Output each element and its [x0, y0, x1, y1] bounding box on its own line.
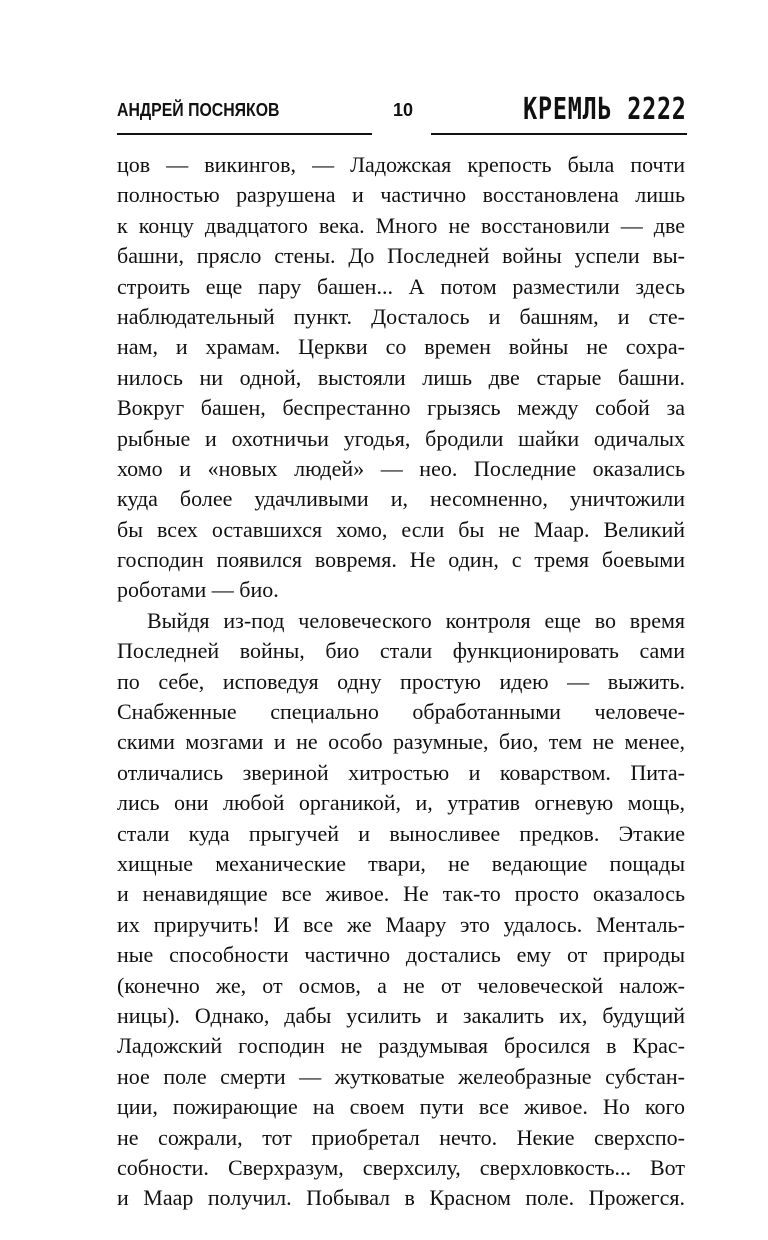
text-line: по себе, исповедуя одну простую идею — выжить. [117, 668, 685, 694]
text-line: куда более удачливыми и, несомненно, уничтожили [117, 486, 685, 512]
text-line: отличались звериной хитростью и коварством. Пита- [117, 759, 685, 785]
text-line: ницы). Однако, дабы усилить и закалить их, будущий [117, 1002, 685, 1028]
header-rule-left [117, 133, 372, 135]
text-line: собности. Сверхразум, сверхсилу, сверхловкость... Вот [117, 1154, 685, 1180]
text-line: господин появился вовремя. Не один, с тремя боевыми [117, 547, 685, 573]
text-line: бы всех оставшихся хомо, если бы не Маар. Великий [117, 516, 685, 542]
text-line: наблюдательный пункт. Досталось и башням, и сте- [117, 303, 685, 329]
text-line: Вокруг башен, беспрестанно грызясь между собой за [117, 395, 685, 421]
text-line: к концу двадцатого века. Много не восстановили — две [117, 212, 685, 238]
text-line: и Маар получил. Побывал в Красном поле. Прожегся. [117, 1185, 685, 1211]
author-name: АНДРЕЙ ПОСНЯКОВ [117, 100, 280, 120]
text-line: лись они любой органикой, и, утратив огневую мощь, [117, 790, 685, 816]
text-line: и ненавидящие все живое. Не так-то просто оказалось [117, 881, 685, 907]
paragraph-end-line: роботами — био. [117, 577, 279, 603]
text-line: не сожрали, тот приобретал нечто. Некие сверхспо- [117, 1124, 685, 1150]
text-line: скими мозгами и не особо разумные, био, тем не менее, [117, 729, 685, 755]
series-title: КРЕМЛЬ 2222 [523, 92, 687, 127]
page-number: 10 [393, 100, 414, 120]
text-line: рыбные и охотничьи угодья, бродили шайки одичалых [117, 425, 685, 451]
text-line: хищные механические твари, не ведающие пощады [117, 850, 685, 876]
text-line: хомо и «новых людей» — нео. Последние оказались [117, 455, 685, 481]
text-line: (конечно же, от осмов, а не от человеческой налож- [117, 972, 685, 998]
text-line: Последней войны, био стали функционировать сами [117, 638, 685, 664]
text-line: стали куда прыгучей и выносливее предков. Этакие [117, 820, 685, 846]
text-line: их приручить! И все же Маару это удалось. Менталь- [117, 911, 685, 937]
text-line: строить еще пару башен... А потом разместили здесь [117, 273, 685, 299]
header-rule-right [431, 133, 687, 135]
paragraph-start-line: Выйдя из-под человеческого контроля еще во время [147, 607, 685, 633]
text-line: ции, пожирающие на своем пути все живое. Но кого [117, 1094, 685, 1120]
text-line: полностью разрушена и частично восстановлена лишь [117, 182, 685, 208]
text-line: ные способности частично достались ему от природы [117, 942, 685, 968]
text-line: цов — викингов, — Ладожская крепость была почти [117, 152, 685, 177]
text-line: Снабженные специально обработанными человече- [117, 699, 685, 725]
text-line: нам, и храмам. Церкви со времен войны не сохра- [117, 334, 685, 360]
page-body [117, 150, 685, 1214]
text-line: ное поле смерти — жутковатые желеобразные субстан- [117, 1063, 685, 1089]
text-line: нилось ни одной, выстояли лишь две старые башни. [117, 364, 685, 390]
text-line: Ладожский господин не раздумывая бросился в Крас- [117, 1033, 685, 1059]
running-header [117, 90, 687, 140]
text-line: башни, прясло стены. До Последней войны успели вы- [117, 243, 685, 269]
